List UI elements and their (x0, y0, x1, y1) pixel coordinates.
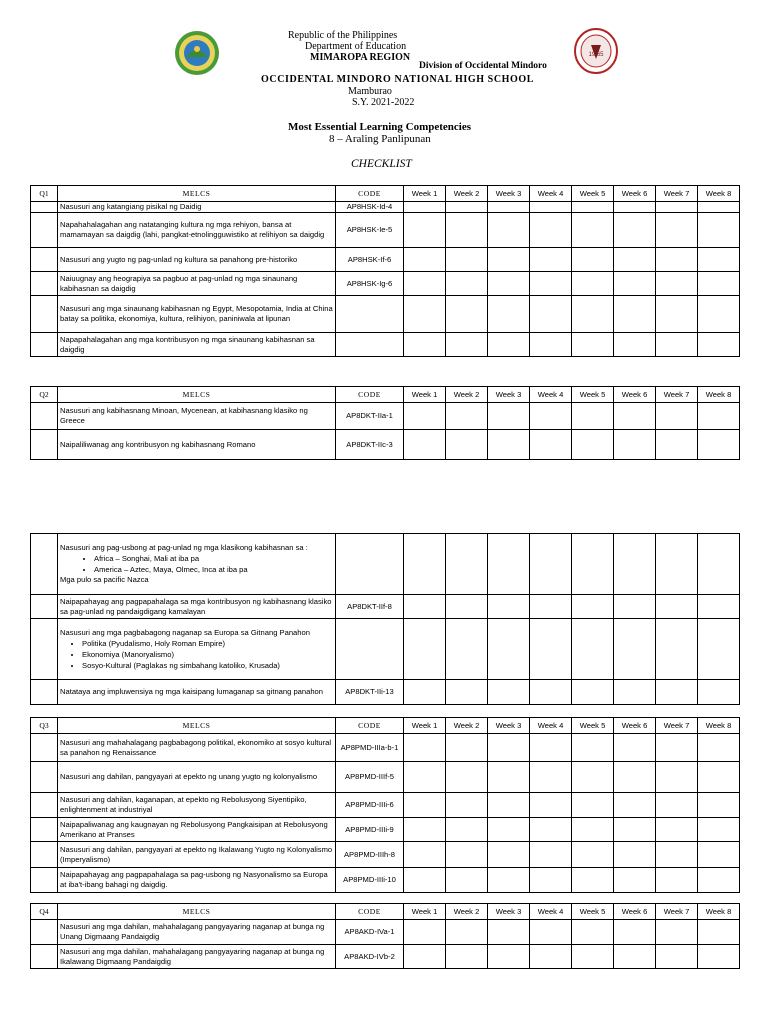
week-check-cell[interactable] (656, 868, 698, 893)
code-header: CODE (336, 387, 404, 403)
week-check-cell[interactable] (488, 595, 530, 619)
week-check-cell[interactable] (530, 534, 572, 595)
week-header: Week 4 (530, 718, 572, 734)
week-header: Week 4 (530, 186, 572, 202)
week-check-cell[interactable] (530, 818, 572, 842)
table-row (31, 403, 740, 430)
week-check-cell[interactable] (404, 595, 446, 619)
melc-code: AP8PMD-IIIi-10 (336, 868, 404, 893)
week-check-cell[interactable] (614, 945, 656, 969)
week-check-cell[interactable] (488, 842, 530, 868)
list-item: • Sosyo-Kultural (Paglakas ng simbahang katoliko, Krusada) (82, 660, 333, 671)
week-header: Week 7 (656, 387, 698, 403)
week-header: Week 3 (488, 387, 530, 403)
week-check-cell[interactable] (530, 762, 572, 793)
week-check-cell[interactable] (698, 762, 740, 793)
melc-code: AP8HSK-Id-4 (336, 202, 404, 213)
week-check-cell[interactable] (488, 333, 530, 357)
week-check-cell[interactable] (488, 534, 530, 595)
town-line: Mamburao (348, 86, 392, 97)
week-header: Week 8 (698, 186, 740, 202)
week-check-cell[interactable] (614, 296, 656, 333)
week-check-cell[interactable] (530, 296, 572, 333)
table-row (31, 595, 740, 619)
table-row (31, 333, 740, 357)
table-row (31, 868, 740, 893)
week-check-cell[interactable] (404, 920, 446, 945)
melc-text: Natataya ang impluwensiya ng mga kaisipang lumaganap sa gitnang panahon (58, 680, 336, 705)
week-check-cell[interactable] (614, 762, 656, 793)
week-header: Week 4 (530, 904, 572, 920)
week-header: Week 8 (698, 387, 740, 403)
week-check-cell[interactable] (446, 868, 488, 893)
week-check-cell[interactable] (404, 868, 446, 893)
melc-code: AP8AKD-IVb-2 (336, 945, 404, 969)
checklist-title: CHECKLIST (351, 158, 412, 170)
week-check-cell[interactable] (656, 430, 698, 460)
week-check-cell[interactable] (656, 842, 698, 868)
week-check-cell[interactable] (404, 619, 446, 680)
week-check-cell[interactable] (446, 680, 488, 705)
week-check-cell[interactable] (488, 272, 530, 296)
week-check-cell[interactable] (572, 403, 614, 430)
melc-text: Nasusuri ang mahahalagang pagbabagong politikal, ekonomiko at sosyo kultural sa panahon ng Renaissance (58, 734, 336, 762)
week-check-cell[interactable] (404, 734, 446, 762)
week-check-cell[interactable] (488, 296, 530, 333)
week-check-cell[interactable] (698, 248, 740, 272)
list-item: • Ekonomiya (Manoryalismo) (82, 649, 333, 660)
melc-code: AP8HSK-If-6 (336, 248, 404, 272)
week-check-cell[interactable] (404, 213, 446, 248)
list-item: • Politika (Pyudalismo, Holy Roman Empire) (82, 638, 333, 649)
quarter-label: Q1 (31, 186, 58, 202)
week-check-cell[interactable] (698, 333, 740, 357)
week-check-cell[interactable] (656, 680, 698, 705)
week-check-cell[interactable] (572, 595, 614, 619)
table-row (31, 945, 740, 969)
week-check-cell[interactable] (446, 945, 488, 969)
week-check-cell[interactable] (572, 534, 614, 595)
week-check-cell[interactable] (530, 595, 572, 619)
school-year: S.Y. 2021-2022 (352, 97, 415, 108)
week-check-cell[interactable] (530, 202, 572, 213)
svg-text:19 65: 19 65 (588, 52, 604, 58)
week-check-cell[interactable] (656, 248, 698, 272)
week-check-cell[interactable] (614, 734, 656, 762)
week-header: Week 8 (698, 718, 740, 734)
week-check-cell[interactable] (656, 762, 698, 793)
week-check-cell[interactable] (488, 920, 530, 945)
week-check-cell[interactable] (572, 762, 614, 793)
week-check-cell[interactable] (614, 818, 656, 842)
week-check-cell[interactable] (656, 213, 698, 248)
melc-text: Nasusuri ang dahilan, kaganapan, at epekto ng Rebolusyong Siyentipiko, enlightenment at industriyal (58, 793, 336, 818)
week-check-cell[interactable] (488, 945, 530, 969)
melc-text: Nasusuri ang mga dahilan, mahahalagang pangyayaring naganap at bunga ng Unang Digmaang Pandaigdig (58, 920, 336, 945)
document-header (0, 0, 768, 180)
week-check-cell[interactable] (404, 534, 446, 595)
week-check-cell[interactable] (698, 430, 740, 460)
week-header: Week 1 (404, 186, 446, 202)
table-row (31, 213, 740, 248)
week-header: Week 7 (656, 904, 698, 920)
week-check-cell[interactable] (614, 793, 656, 818)
week-check-cell[interactable] (572, 619, 614, 680)
week-check-cell[interactable] (446, 619, 488, 680)
week-check-cell[interactable] (446, 734, 488, 762)
week-check-cell[interactable] (530, 734, 572, 762)
melc-text: Nasusuri ang dahilan, pangyayari at epekto ng unang yugto ng kolonyalismo (58, 762, 336, 793)
week-check-cell[interactable] (488, 680, 530, 705)
week-check-cell[interactable] (698, 680, 740, 705)
table-row (31, 762, 740, 793)
week-header: Week 5 (572, 186, 614, 202)
week-check-cell[interactable] (530, 430, 572, 460)
week-header: Week 5 (572, 718, 614, 734)
week-check-cell[interactable] (530, 868, 572, 893)
week-header: Week 6 (614, 718, 656, 734)
week-check-cell[interactable] (404, 818, 446, 842)
melc-code: AP8PMD-IIIf-5 (336, 762, 404, 793)
quarter-label: Q2 (31, 387, 58, 403)
week-check-cell[interactable] (572, 430, 614, 460)
week-check-cell[interactable] (698, 945, 740, 969)
week-header: Week 8 (698, 904, 740, 920)
week-check-cell[interactable] (656, 945, 698, 969)
week-check-cell[interactable] (530, 403, 572, 430)
week-check-cell[interactable] (572, 248, 614, 272)
week-check-cell[interactable] (656, 793, 698, 818)
melc-text: Naipapaliwanag ang kaugnayan ng Rebolusyong Pangkaisipan at Rebolusyong Amerikano at Pranses (58, 818, 336, 842)
week-check-cell[interactable] (446, 762, 488, 793)
melc-code: AP8PMD-IIIi-6 (336, 793, 404, 818)
table-header-row (31, 718, 740, 734)
melc-text: Naipapahayag ang pagpapahalaga sa mga kontribusyon ng kabihasnang klasiko sa pag-unlad ng pandaigdigang kamalayan (58, 595, 336, 619)
week-check-cell[interactable] (656, 595, 698, 619)
list-item: • Africa – Songhai, Mali at iba pa (94, 553, 333, 564)
week-check-cell[interactable] (446, 842, 488, 868)
week-check-cell[interactable] (614, 842, 656, 868)
week-check-cell[interactable] (614, 403, 656, 430)
melc-code: AP8AKD-IVa-1 (336, 920, 404, 945)
week-check-cell[interactable] (656, 296, 698, 333)
week-check-cell[interactable] (488, 619, 530, 680)
week-check-cell[interactable] (698, 920, 740, 945)
week-check-cell[interactable] (530, 248, 572, 272)
week-check-cell[interactable] (404, 680, 446, 705)
week-check-cell[interactable] (404, 296, 446, 333)
school-name: OCCIDENTAL MINDORO NATIONAL HIGH SCHOOL (261, 74, 535, 85)
week-check-cell[interactable] (404, 333, 446, 357)
bullet-list (60, 638, 333, 671)
q1-checklist-table (30, 185, 740, 357)
week-check-cell[interactable] (572, 793, 614, 818)
melcs-header: MELCS (58, 186, 336, 202)
week-check-cell[interactable] (530, 920, 572, 945)
melc-text (58, 534, 336, 595)
melcs-header: MELCS (58, 387, 336, 403)
week-check-cell[interactable] (488, 793, 530, 818)
document-title: Most Essential Learning Competencies (288, 121, 472, 133)
week-check-cell[interactable] (572, 213, 614, 248)
melc-code: AP8HSK-Ie-5 (336, 213, 404, 248)
table-row (31, 272, 740, 296)
table-row (31, 734, 740, 762)
week-check-cell[interactable] (446, 333, 488, 357)
week-check-cell[interactable] (488, 430, 530, 460)
week-check-cell[interactable] (698, 213, 740, 248)
week-check-cell[interactable] (530, 333, 572, 357)
table-header-row (31, 387, 740, 403)
table-row (31, 534, 740, 595)
week-check-cell[interactable] (404, 403, 446, 430)
q2-continuation-table (30, 533, 740, 705)
q3-checklist-table (30, 717, 740, 893)
melcs-header: MELCS (58, 904, 336, 920)
table-row (31, 248, 740, 272)
week-check-cell[interactable] (614, 333, 656, 357)
week-check-cell[interactable] (614, 680, 656, 705)
week-check-cell[interactable] (530, 619, 572, 680)
table-row (31, 619, 740, 680)
table-row (31, 818, 740, 842)
melc-text: Napahahalagahan ang natatanging kultura ng mga rehiyon, bansa at mamamayan sa daigdig (lahi, pangkat-etnolingguwistiko at relihiyon sa daigdig (58, 213, 336, 248)
table-row (31, 793, 740, 818)
week-check-cell[interactable] (614, 430, 656, 460)
melc-text: Nasusuri ang kabihasnang Minoan, Mycenean, at kabihasnang klasiko ng Greece (58, 403, 336, 430)
week-header: Week 7 (656, 718, 698, 734)
week-check-cell[interactable] (404, 272, 446, 296)
week-check-cell[interactable] (446, 202, 488, 213)
region-line: MIMAROPA REGION (310, 52, 411, 63)
week-check-cell[interactable] (614, 202, 656, 213)
week-header: Week 5 (572, 904, 614, 920)
week-check-cell[interactable] (446, 272, 488, 296)
week-check-cell[interactable] (446, 296, 488, 333)
week-check-cell[interactable] (572, 945, 614, 969)
week-check-cell[interactable] (614, 619, 656, 680)
melc-tail: Mga pulo sa pacific Nazca (60, 575, 149, 584)
q4-checklist-table (30, 903, 740, 969)
week-check-cell[interactable] (446, 534, 488, 595)
code-header: CODE (336, 186, 404, 202)
week-check-cell[interactable] (572, 734, 614, 762)
week-header: Week 2 (446, 718, 488, 734)
week-check-cell[interactable] (656, 403, 698, 430)
melc-code: AP8DKT-IIc-3 (336, 430, 404, 460)
week-header: Week 7 (656, 186, 698, 202)
week-check-cell[interactable] (698, 272, 740, 296)
week-header: Week 1 (404, 387, 446, 403)
week-check-cell[interactable] (698, 619, 740, 680)
week-check-cell[interactable] (698, 534, 740, 595)
melc-text (58, 619, 336, 680)
week-check-cell[interactable] (572, 272, 614, 296)
week-header: Week 3 (488, 718, 530, 734)
division-line: Division of Occidental Mindoro (419, 61, 547, 71)
week-check-cell[interactable] (530, 842, 572, 868)
week-check-cell[interactable] (572, 202, 614, 213)
week-check-cell[interactable] (698, 793, 740, 818)
week-check-cell[interactable] (656, 818, 698, 842)
week-check-cell[interactable] (656, 333, 698, 357)
week-check-cell[interactable] (530, 213, 572, 248)
subject-line: 8 – Araling Panlipunan (329, 133, 431, 145)
department-line: Department of Education (305, 41, 407, 52)
week-check-cell[interactable] (614, 920, 656, 945)
week-check-cell[interactable] (488, 213, 530, 248)
national-high-school-seal-logo (574, 28, 618, 74)
week-check-cell[interactable] (488, 403, 530, 430)
melc-text: Napapahalagahan ang mga kontribusyon ng mga sinaunang kabihasnan sa daigdig (58, 333, 336, 357)
table-row (31, 842, 740, 868)
melc-text: Nasusuri ang mga dahilan, mahahalagang pangyayaring naganap at bunga ng Ikalawang Digmaang Pandaigdig (58, 945, 336, 969)
week-check-cell[interactable] (656, 920, 698, 945)
week-check-cell[interactable] (488, 248, 530, 272)
week-check-cell[interactable] (572, 818, 614, 842)
week-check-cell[interactable] (572, 296, 614, 333)
week-check-cell[interactable] (530, 793, 572, 818)
code-header: CODE (336, 904, 404, 920)
code-header: CODE (336, 718, 404, 734)
week-check-cell[interactable] (572, 920, 614, 945)
week-header: Week 1 (404, 904, 446, 920)
week-check-cell[interactable] (446, 430, 488, 460)
week-check-cell[interactable] (488, 202, 530, 213)
week-check-cell[interactable] (404, 762, 446, 793)
week-check-cell[interactable] (446, 403, 488, 430)
week-check-cell[interactable] (446, 248, 488, 272)
melc-text: Naipapahayag ang pagpapahalaga sa pag-usbong ng Nasyonalismo sa Europa at iba't-ibang bahagi ng daigdig. (58, 868, 336, 893)
week-check-cell[interactable] (404, 842, 446, 868)
week-check-cell[interactable] (404, 430, 446, 460)
q2-checklist-table (30, 386, 740, 460)
week-check-cell[interactable] (614, 534, 656, 595)
melc-code: AP8DKT-IIi-13 (336, 680, 404, 705)
week-check-cell[interactable] (530, 945, 572, 969)
table-row (31, 920, 740, 945)
week-header: Week 5 (572, 387, 614, 403)
week-check-cell[interactable] (446, 213, 488, 248)
week-header: Week 2 (446, 904, 488, 920)
week-check-cell[interactable] (656, 619, 698, 680)
week-check-cell[interactable] (488, 818, 530, 842)
table-row (31, 202, 740, 213)
melc-code: AP8PMD-IIIa-b-1 (336, 734, 404, 762)
week-header: Week 3 (488, 904, 530, 920)
melc-intro: Nasusuri ang pag-usbong at pag-unlad ng mga klasikong kabihasnan sa : (60, 543, 308, 552)
week-check-cell[interactable] (404, 945, 446, 969)
week-check-cell[interactable] (572, 868, 614, 893)
week-header: Week 6 (614, 904, 656, 920)
bullet-list (60, 553, 333, 575)
week-check-cell[interactable] (488, 734, 530, 762)
table-header-row (31, 186, 740, 202)
week-check-cell[interactable] (698, 818, 740, 842)
week-check-cell[interactable] (656, 734, 698, 762)
week-check-cell[interactable] (614, 272, 656, 296)
melc-intro: Nasusuri ang mga pagbabagong naganap sa Europa sa Gitnang Panahon (60, 627, 310, 637)
week-check-cell[interactable] (698, 842, 740, 868)
week-check-cell[interactable] (698, 202, 740, 213)
week-header: Week 1 (404, 718, 446, 734)
melc-text: Naiuugnay ang heograpiya sa pagbuo at pag-unlad ng mga sinaunang kabihasnan sa daigdig (58, 272, 336, 296)
week-check-cell[interactable] (404, 793, 446, 818)
week-check-cell[interactable] (572, 333, 614, 357)
week-check-cell[interactable] (530, 272, 572, 296)
week-header: Week 2 (446, 387, 488, 403)
quarter-label: Q4 (31, 904, 58, 920)
melc-text: Naipaliliwanag ang kontribusyon ng kabihasnang Romano (58, 430, 336, 460)
week-check-cell[interactable] (446, 793, 488, 818)
melc-text: Nasusuri ang yugto ng pag-unlad ng kultura sa panahong pre-historiko (58, 248, 336, 272)
week-check-cell[interactable] (572, 842, 614, 868)
melc-code: AP8HSK-Ig-6 (336, 272, 404, 296)
melc-code: AP8DKT-IIf-8 (336, 595, 404, 619)
week-check-cell[interactable] (530, 680, 572, 705)
melc-text: Nasusuri ang dahilan, pangyayari at epekto ng Ikalawang Yugto ng Kolonyalismo (Imperyalismo) (58, 842, 336, 868)
list-item: • America – Aztec, Maya, Olmec, Inca at iba pa (94, 564, 333, 575)
week-header: Week 4 (530, 387, 572, 403)
melc-code: AP8PMD-IIIh-8 (336, 842, 404, 868)
quarter-label: Q3 (31, 718, 58, 734)
melc-code (336, 333, 404, 357)
melc-code (336, 296, 404, 333)
week-check-cell[interactable] (488, 868, 530, 893)
week-check-cell[interactable] (404, 202, 446, 213)
week-check-cell[interactable] (698, 296, 740, 333)
melcs-header: MELCS (58, 718, 336, 734)
table-row (31, 680, 740, 705)
week-header: Week 3 (488, 186, 530, 202)
table-row (31, 430, 740, 460)
week-check-cell[interactable] (446, 920, 488, 945)
week-header: Week 2 (446, 186, 488, 202)
week-check-cell[interactable] (614, 248, 656, 272)
week-check-cell[interactable] (656, 534, 698, 595)
week-check-cell[interactable] (446, 595, 488, 619)
week-check-cell[interactable] (698, 403, 740, 430)
week-check-cell[interactable] (404, 248, 446, 272)
melc-text: Nasusuri ang katangiang pisikal ng Daidig (58, 202, 336, 213)
week-check-cell[interactable] (614, 868, 656, 893)
week-check-cell[interactable] (656, 202, 698, 213)
republic-line: Republic of the Philippines (288, 30, 398, 41)
melc-code: AP8PMD-IIIi-9 (336, 818, 404, 842)
table-row (31, 296, 740, 333)
week-check-cell[interactable] (698, 595, 740, 619)
melc-text: Nasusuri ang mga sinaunang kabihasnan ng Egypt, Mesopotamia, India at China batay sa politika, ekonomiya, kultura, relihiyon, paniniwala at lipunan (58, 296, 336, 333)
week-check-cell[interactable] (572, 680, 614, 705)
week-header: Week 6 (614, 387, 656, 403)
week-check-cell[interactable] (614, 595, 656, 619)
week-check-cell[interactable] (656, 272, 698, 296)
table-header-row (31, 904, 740, 920)
week-check-cell[interactable] (698, 868, 740, 893)
week-header: Week 6 (614, 186, 656, 202)
week-check-cell[interactable] (488, 762, 530, 793)
week-check-cell[interactable] (614, 213, 656, 248)
melc-code: AP8DKT-IIa-1 (336, 403, 404, 430)
school-seal-logo (174, 30, 220, 76)
week-check-cell[interactable] (698, 734, 740, 762)
week-check-cell[interactable] (446, 818, 488, 842)
